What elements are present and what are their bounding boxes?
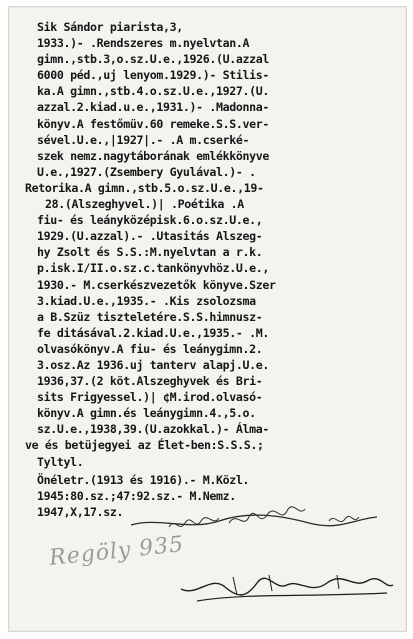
typed-line: a B.Szüz tiszteletére.S.S.himnusz- (37, 309, 263, 324)
typed-line: 3.kiad.U.e.,1935.- .Kis zsolozsma (37, 293, 256, 308)
typed-line: fiu- és leányközépisk.6.o.sz.U.e., (37, 213, 263, 228)
typed-line: 1929.(U.azzal).- .Utasitás Alszeg- (37, 229, 263, 244)
typed-line: könyv.A festőmüv.60 remeke.S.S.ver- (37, 116, 270, 131)
typed-line: könyv.A gimn.és leánygimn.4.,5.o. (37, 406, 256, 421)
typed-line: ka.A gimn.,stb.4.o.sz.U.e.,1927.(U. (37, 84, 270, 99)
typed-line: 1933.)- .Rendszeres m.nyelvtan.A (37, 36, 250, 51)
typed-line: 1930.- M.cserkészvezetők könyve.Szer (37, 277, 276, 292)
catalog-card (8, 6, 407, 632)
typed-line: olvasókönyv.A fiu- és leánygimn.2. (37, 341, 263, 356)
typed-line: azzal.2.kiad.u.e.,1931.)- .Madonna- (37, 100, 270, 115)
typed-line: Tyltyl. (37, 454, 84, 469)
typed-text-block (25, 19, 392, 520)
typed-line: 3.osz.Az 1936.uj tanterv alapj.U.e. (37, 357, 270, 372)
typed-line: Önéletr.(1913 és 1916).- M.Közl. (37, 472, 250, 487)
typed-line: gimn.,stb.3,o.sz.U.e.,1926.(U.azzal (37, 52, 270, 67)
typed-line: 28.(Alszeghyvel.)| .Poétika .A (45, 197, 244, 212)
typed-line: 1936,37.(2 köt.Alszeghyvek és Bri- (37, 374, 263, 389)
handwritten-signature (177, 567, 397, 607)
typed-line: U.e.,1927.(Zsembery Gyulával.)- . (37, 164, 256, 179)
typed-line: Sik Sándor piarista,3, (37, 20, 183, 34)
typed-line: 6000 péd.,uj lenyom.1929.)- Stilis- (37, 68, 270, 83)
pencil-annotation: Regöly 935 (48, 531, 186, 572)
typed-line: p.isk.I/II.o.sz.c.tankönyvhöz.U.e., (37, 261, 270, 276)
typed-line: sével.U.e.,|1927|.- .A m.cserké- (37, 132, 250, 147)
typed-line: ve és betüjegyei az Élet-ben:S.S.S.; (25, 438, 264, 453)
typed-line: 1945:80.sz.;47:92.sz.- M.Nemz. (37, 488, 236, 503)
typed-line: szek nemz.nagytáborának emlékkönyve (37, 148, 270, 163)
typed-line: hy Zsolt és S.S.:M.nyelvtan a r.k. (37, 245, 263, 260)
typed-line: fe ditásával.2.kiad.U.e.,1935.- .M. (37, 325, 270, 340)
typed-line: sits Frigyessel.)| ¢M.irod.olvasó- (37, 390, 263, 405)
typed-line: sz.U.e.,1938,39.(U.azokkal.)- Álma- (37, 422, 270, 437)
handwritten-strikethrough (129, 497, 379, 537)
typed-line: 1947,X,17.sz. (37, 504, 124, 519)
typed-line: Retorika.A gimn.,stb.5.o.sz.U.e.,19- (25, 180, 264, 195)
